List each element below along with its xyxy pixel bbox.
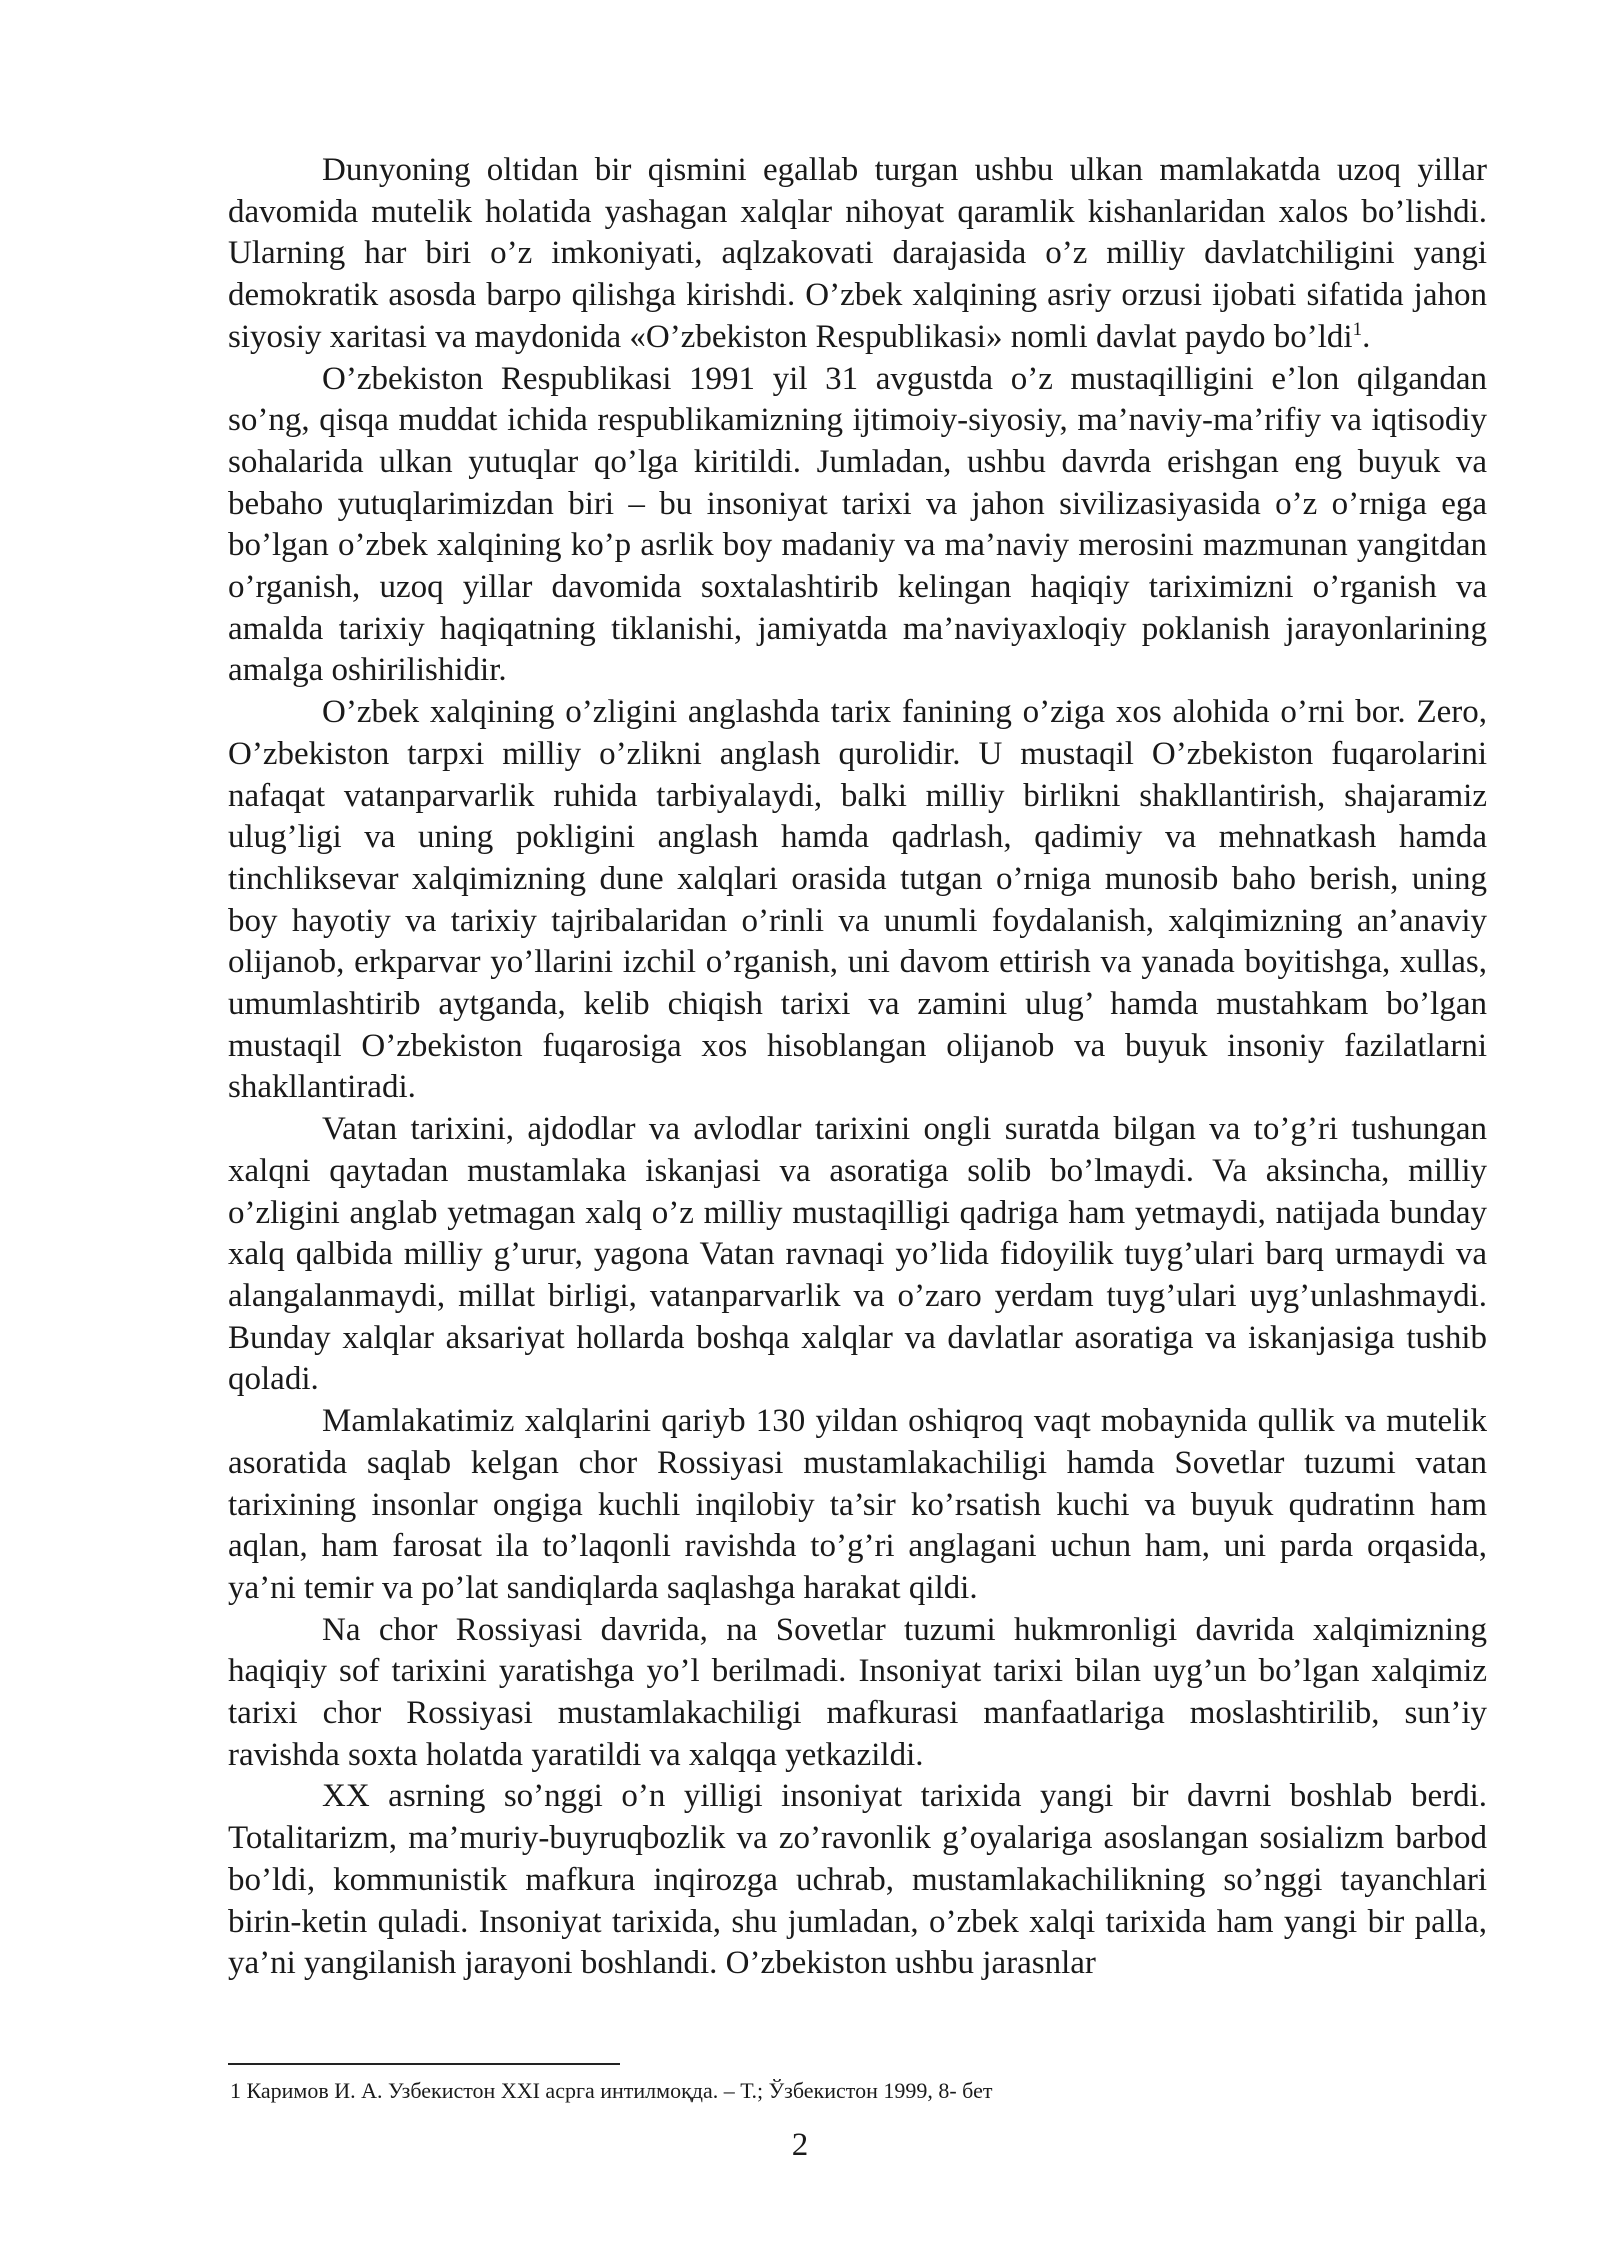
page-number: 2 [791, 2127, 809, 2163]
paragraph-2: O’zbekiston Respublikasi 1991 yil 31 avgustda o’z mustaqilligini e’lon qilgandan so’ng, qisqa muddat ichida respublikamizning ijtimoiy-siyosiy, ma’naviy-ma’rifiy va iqtisodiy sohalarida ulkan yutuqlar qo’lga kiritildi. Jumladan, ushbu davrda erishgan eng buyuk va bebaho yutuqlarimizdan biri – bu insoniyat tarixi va jahon sivilizasiyasida o’z o’rniga ega bo’lgan o’zbek xalqining ko’p asrlik boy madaniy va ma’naviy merosini mazmunan yangitdan o’rganish, uzoq yillar davomida soxtalashtirib kelingan haqiqiy tariximizni o’rganish va amalda tarixiy haqiqatning tiklanishi, jamiyatda ma’naviyaxloqiy poklanish jarayonlarining amalga oshirilishidir. [228, 360, 1487, 689]
footnote-reference[interactable]: 1 [1352, 318, 1363, 340]
paragraph-1-text: Dunyoning oltidan bir qismini egallab turgan ushbu ulkan mamlakatda uzoq yillar davomida mutelik holatida yashagan xalqlar nihoyat qaramlik kishanlaridan xalos bo’lishdi. Ularning har biri o’z imkoniyati, aqlzakovati darajasida o’z milliy davlatchiligini yangi demokratik asosda barpo qilishga kirishdi. O’zbek xalqining asriy orzusi ijobati sifatida jahon siyosiy xaritasi va maydonida «O’zbekiston Respublikasi» nomli davlat paydo bo’ldi [228, 152, 1487, 355]
paragraph-6: Na chor Rossiyasi davrida, na Sovetlar tuzumi hukmronligi davrida xalqimizning haqiqiy sof tarixini yaratishga yo’l berilmadi. Insoniyat tarixi bilan uyg’un bo’lgan xalqimiz tarixi chor Rossiyasi mustamlakachiligi mafkurasi manfaatlariga moslashtirilib, sun’iy ravishda soxta holatda yaratildi va xalqqa yetkazildi. [228, 1611, 1487, 1773]
paragraph-7: XX asrning so’nggi o’n yilligi insoniyat tarixida yangi bir davrni boshlab berdi. Totalitarizm, ma’muriy-buyruqbozlik va zo’ravonlik g’oyalariga asoslangan sosializm barbod bo’ldi, kommunistik mafkura inqirozga uchrab, mustamlakachilikning so’nggi tayanchlari birin-ketin quladi. Insoniyat tarixida, shu jumladan, o’zbek xalqi tarixida ham yangi bir palla, ya’ni yangilanish jarayoni boshlandi. O’zbekiston ushbu jarasnlar [228, 1778, 1487, 1982]
footnote-text: Каримов И. А. Узбекистон XXI асрга интилмоқда. – Т.; Ўзбекистон 1999, 8- бет [246, 2078, 993, 2103]
paragraph-3: O’zbek xalqining o’zligini anglashda tarix fanining o’ziga xos alohida o’rni bor. Zero, O’zbekiston tarpxi milliy o’zlikni anglash qurolidir. U mustaqil O’zbekiston fuqarolarini nafaqat vatanparvarlik ruhida tarbiyalaydi, balki milliy birlikni shakllantirish, shajaramiz ulug’ligi va uning pokligini anglash hamda qadrlash, qadimiy va mehnatkash hamda tinchliksevar xalqimizning dune xalqlari orasida tutgan o’rniga munosib baho berish, uning boy hayotiy va tarixiy tajribalaridan o’rinli va unumli foydalanish, xalqimizning an’anaviy olijanob, erkparvar yo’llarini izchil o’rganish, uni davom ettirish va yanada boyitishga, xullas, umumlashtirib aytganda, kelib chiqish tarixi va zamini ulug’ hamda mustahkam bo’lgan mustaqil O’zbekiston fuqarosiga xos hisoblangan olijanob va buyuk insoniy fazilatlarni shakllantiradi. [228, 694, 1487, 1106]
paragraph-4: Vatan tarixini, ajdodlar va avlodlar tarixini ongli suratda bilgan va to’g’ri tushungan xalqni qaytadan mustamlaka iskanjasi va asoratiga solib bo’lmaydi. Va aksincha, milliy o’zligini anglab yetmagan xalq o’z milliy mustaqilligi qadriga ham yetmaydi, natijada bunday xalq qalbida milliy g’urur, yagona Vatan ravnaqi yo’lida fidoyilik tuyg’ulari barq urmaydi va alangalanmaydi, millat birligi, vatanparvarlik va o’zaro yerdam tuyg’ulari uyg’unlashmaydi. Bunday xalqlar aksariyat hollarda boshqa xalqlar va davlatlar asoratiga va iskanjasiga tushib qoladi. [228, 1111, 1487, 1398]
paragraph-5: Mamlakatimiz xalqlarini qariyb 130 yildan oshiqroq vaqt mobaynida qullik va mutelik asoratida saqlab kelgan chor Rossiyasi mustamlakachiligi hamda Sovetlar tuzumi vatan tarixining insonlar ongiga kuchli inqilobiy ta’sir ko’rsatish kuchi va buyuk qudratinn ham aqlan, ham farosat ila to’laqonli ravishda to’g’ri anglagani uchun ham, uni parda orqasida, ya’ni temir va po’lat sandiqlarda saqlashga harakat qildi. [228, 1403, 1487, 1606]
footnote-number: 1 [230, 2078, 241, 2103]
footnote-separator [228, 2063, 620, 2065]
footnote [230, 2077, 1480, 2105]
document-body [228, 150, 1487, 1985]
paragraph-1-end: . [1362, 318, 1371, 355]
paragraph-1 [228, 150, 1487, 359]
